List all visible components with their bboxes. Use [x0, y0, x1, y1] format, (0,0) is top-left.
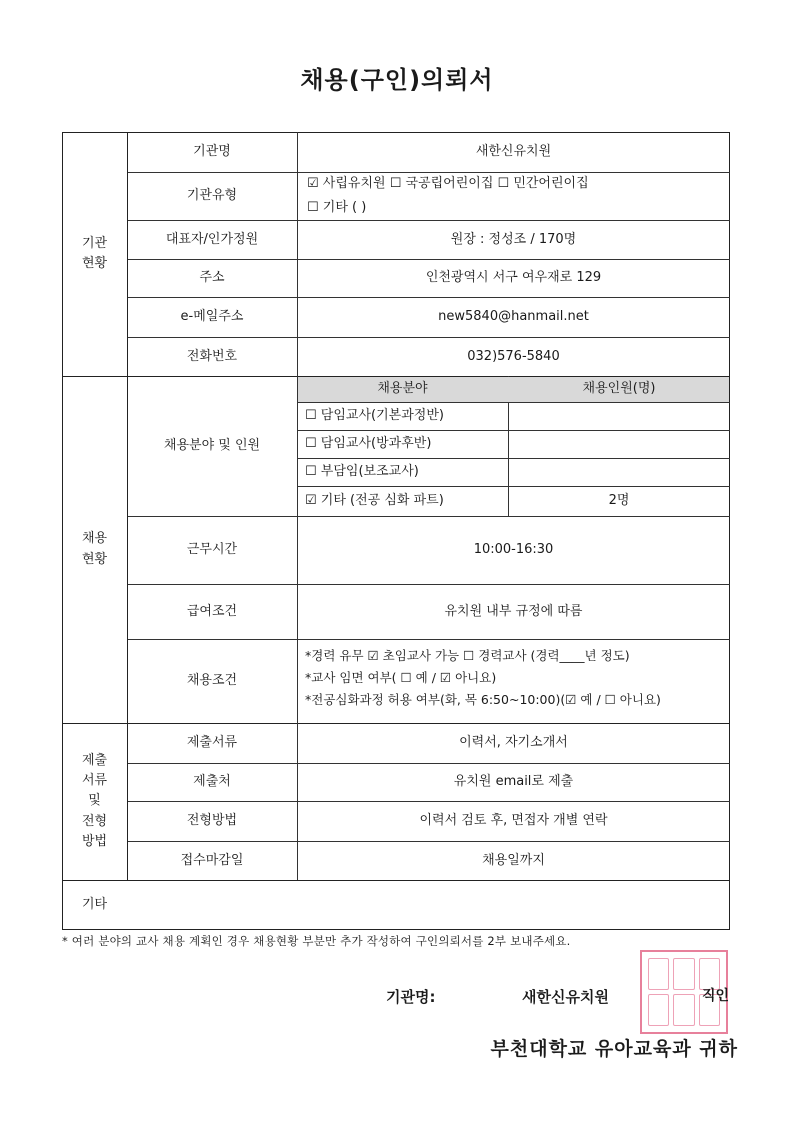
hours-value[interactable]: 10:00-16:30 — [473, 542, 554, 558]
org-name-value[interactable]: 새한신유치원 — [475, 144, 552, 160]
rep-label: 대표자/인가정원 — [165, 231, 259, 247]
phone-label: 전화번호 — [186, 348, 238, 364]
docs-value[interactable]: 이력서, 자기소개서 — [459, 735, 568, 751]
method-label: 전형방법 — [186, 813, 238, 829]
condition-experience[interactable]: *경력 유무 ☑ 초임교사 가능 ☐ 경력교사 (경력____년 정도) — [305, 647, 630, 663]
section-other: 기타 — [81, 896, 108, 912]
footnote: * 여러 분야의 교사 채용 계획인 경우 채용현황 부분만 추가 작성하여 구인의뢰서를 2부 보내주세요. — [62, 934, 571, 948]
phone-value[interactable]: 032)576-5840 — [467, 348, 560, 364]
recruit-row-field[interactable]: ☐ 담임교사(기본과정반) — [305, 408, 444, 424]
page-title: 채용(구인)의뢰서 — [300, 66, 494, 94]
recruit-row-field[interactable]: ☐ 담임교사(방과후반) — [305, 436, 432, 452]
org-type-label: 기관유형 — [186, 188, 238, 204]
table-header-count: 채용인원(명) — [582, 381, 656, 397]
address-label: 주소 — [199, 270, 225, 286]
conditions-label: 채용조건 — [186, 673, 238, 689]
signature-org-name: 새한신유치원 — [522, 988, 609, 1006]
section-submit: 제출 서류 및 전형 방법 — [81, 753, 108, 849]
salary-label: 급여조건 — [186, 603, 238, 619]
recruit-row-count[interactable] — [508, 458, 730, 486]
signature-label: 기관명: — [386, 988, 436, 1006]
recruit-row-count[interactable] — [508, 402, 730, 430]
table-header-field: 채용분야 — [377, 381, 428, 397]
email-label: e-메일주소 — [180, 309, 244, 325]
docs-label: 제출서류 — [186, 735, 238, 751]
other-value[interactable] — [127, 880, 730, 930]
recruit-row-field[interactable]: ☑ 기타 (전공 심화 파트) — [305, 493, 444, 509]
deadline-value[interactable]: 채용일까지 — [482, 852, 545, 868]
recruit-row-field[interactable]: ☐ 부담임(보조교사) — [305, 464, 419, 480]
recipient: 부천대학교 유아교육과 귀하 — [490, 1038, 738, 1060]
condition-advanced-course[interactable]: *전공심화과정 허용 여부(화, 목 6:50~10:00)(☑ 예 / ☐ 아니요) — [305, 691, 661, 707]
address-value[interactable]: 인천광역시 서구 여우재로 129 — [425, 270, 602, 286]
condition-appointment[interactable]: *교사 임면 여부( ☐ 예 / ☑ 아니요) — [305, 669, 497, 685]
salary-value[interactable]: 유치원 내부 규정에 따름 — [444, 603, 583, 619]
hours-label: 근무시간 — [186, 542, 238, 558]
org-type-options-2[interactable]: ☐ 기타 ( ) — [307, 200, 367, 216]
org-type-options-1[interactable]: ☑ 사립유치원 ☐ 국공립어린이집 ☐ 민간어린이집 — [307, 176, 589, 192]
recruit-row-count[interactable] — [508, 430, 730, 458]
seal-caption: 직인 — [702, 988, 730, 1004]
section-recruit: 채용 현황 — [81, 531, 108, 567]
method-value[interactable]: 이력서 검토 후, 면접자 개별 연락 — [419, 813, 608, 829]
deadline-label: 접수마감일 — [180, 852, 244, 868]
rep-value[interactable]: 원장 : 정성조 / 170명 — [450, 231, 577, 247]
dest-label: 제출처 — [193, 774, 231, 790]
recruit-row-count[interactable]: 2명 — [608, 493, 630, 509]
dest-value[interactable]: 유치원 email로 제출 — [453, 774, 574, 790]
recruit-field-label: 채용분야 및 인원 — [163, 438, 261, 454]
section-org: 기관 현황 — [81, 235, 108, 271]
email-value[interactable]: new5840@hanmail.net — [438, 309, 589, 325]
org-name-label: 기관명 — [193, 144, 231, 160]
